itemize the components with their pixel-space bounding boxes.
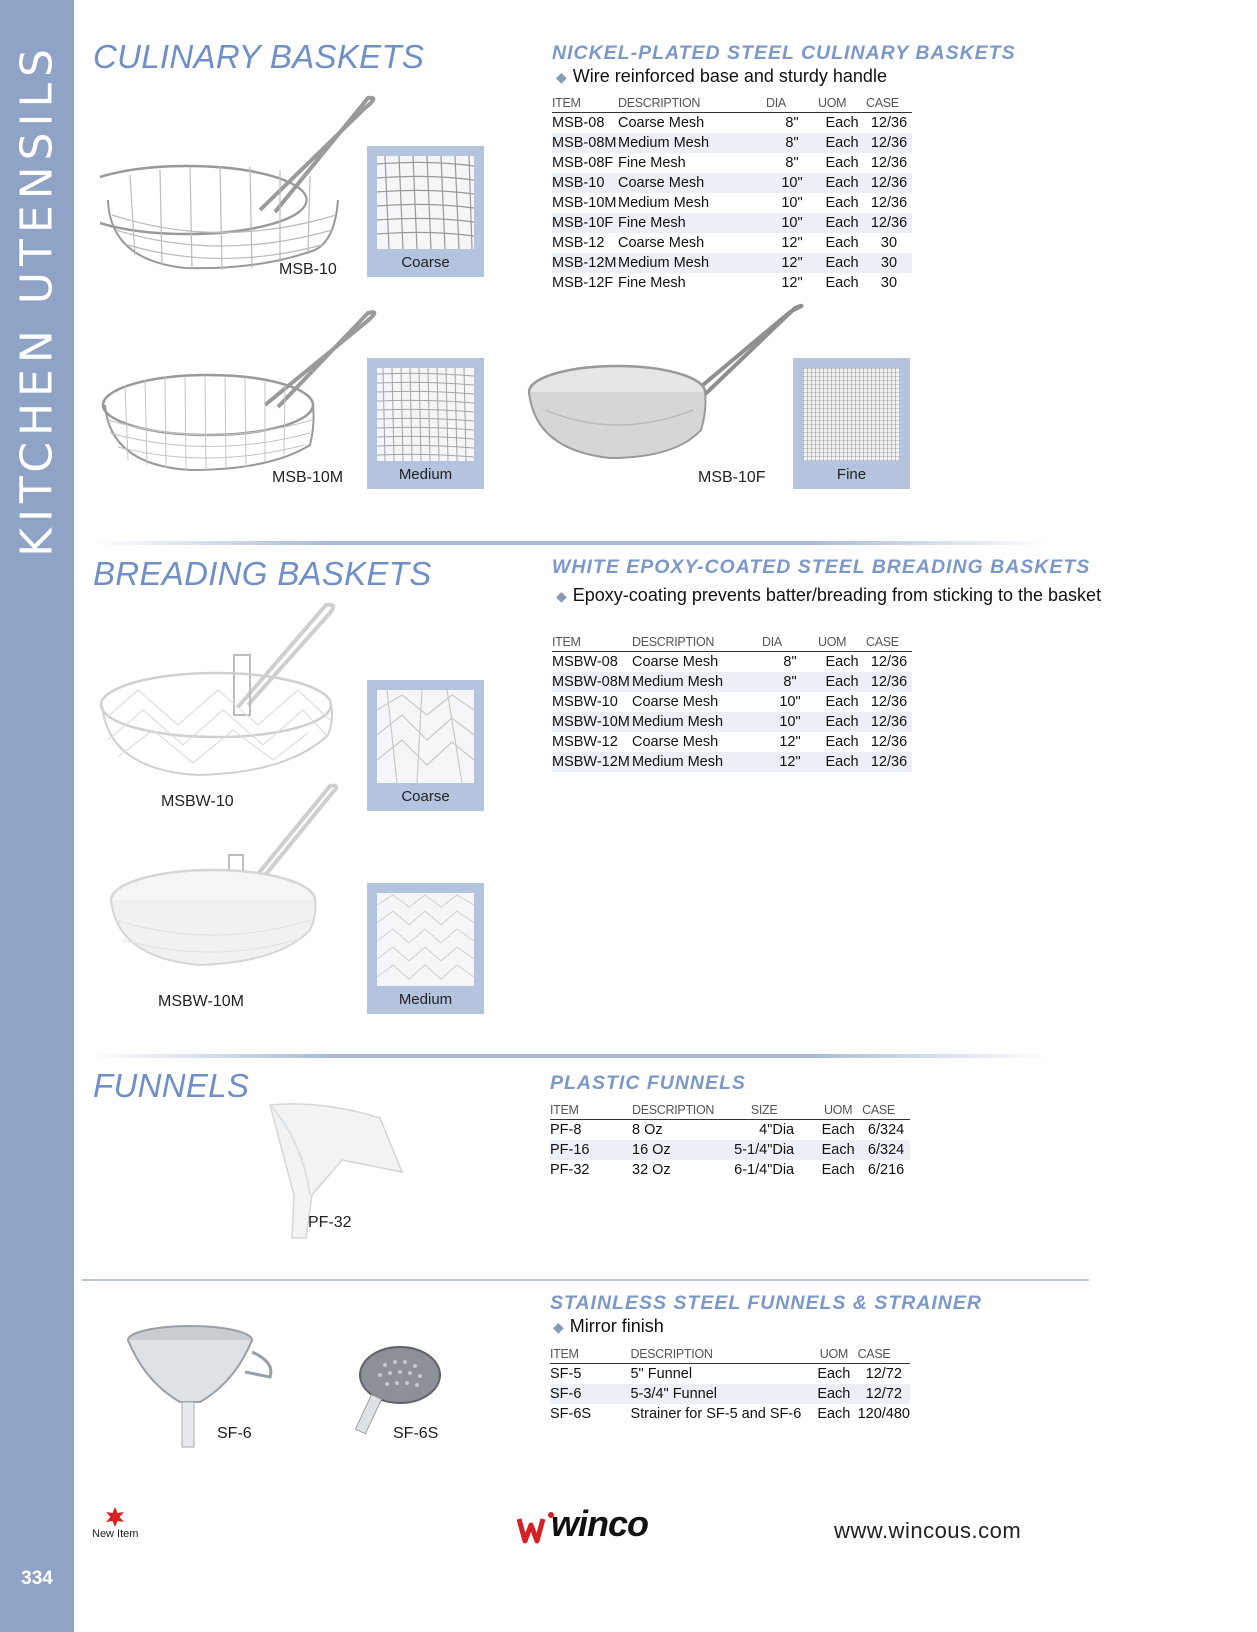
swatch-caption: Fine [836, 466, 867, 483]
table-cell: 6/324 [867, 1122, 905, 1138]
table-row [552, 253, 912, 273]
table-cell: 8 Oz [632, 1122, 663, 1138]
table-cell: MSB-10 [552, 173, 618, 193]
sidebar-title: KITCHEN UTENSILS [11, 43, 63, 557]
table-cell: Medium Mesh [632, 712, 762, 732]
table-cell: 12/36 [870, 654, 908, 670]
table-cell: 8" [785, 155, 799, 171]
table-cell: Fine Mesh [618, 155, 686, 171]
table-cell: Coarse Mesh [632, 694, 719, 710]
table-cell: 30 [880, 235, 898, 251]
table-cell: SF-5 [550, 1366, 582, 1382]
basket-msb-10-image [100, 90, 390, 290]
table-cell: 12/36 [866, 752, 912, 772]
breading-bullet: ◆ Epoxy-coating prevents batter/breading from sticking to the basket [556, 585, 1102, 605]
table-cell: 10" [779, 694, 801, 710]
stainless-table [550, 1347, 910, 1424]
table-cell: Each [814, 1140, 862, 1160]
swatch-caption: Coarse [401, 254, 450, 271]
table-cell: 12/36 [866, 133, 912, 153]
table-cell: Each [817, 1366, 851, 1382]
table-cell: Fine Mesh [618, 213, 766, 233]
table-cell: Each [825, 115, 859, 131]
col-header: DESCRIPTION [632, 635, 762, 652]
table-cell: 6/216 [867, 1162, 905, 1178]
col-header: SIZE [714, 1103, 814, 1120]
plastic-funnels-subtitle: PLASTIC FUNNELS [550, 1072, 746, 1094]
table-cell: 10" [766, 173, 818, 193]
table-cell: 12" [766, 253, 818, 273]
mesh-swatch-medium [367, 358, 484, 489]
table-cell: 8" [766, 133, 818, 153]
table-cell: 12/36 [866, 173, 912, 193]
product-label: PF-32 [308, 1214, 352, 1231]
table-cell: 12/72 [865, 1366, 902, 1382]
table-cell: 12/36 [866, 672, 912, 692]
col-header: UOM [818, 635, 866, 652]
table-cell: Each [818, 173, 866, 193]
table-cell: 12" [779, 734, 801, 750]
product-label: SF-6S [393, 1425, 439, 1442]
table-cell: 30 [880, 275, 898, 291]
table-cell: 32 Oz [632, 1162, 671, 1178]
table-cell: 12/36 [870, 694, 908, 710]
table-cell: Medium Mesh [632, 752, 762, 772]
table-cell: Each [818, 133, 866, 153]
table-row [550, 1160, 910, 1180]
table-cell: 5-1/4"Dia [714, 1140, 814, 1160]
table-cell: 12" [781, 275, 803, 291]
table-cell: Medium Mesh [618, 133, 766, 153]
col-header: ITEM [550, 1103, 632, 1120]
product-label: MSBW-10 [161, 793, 234, 810]
table-cell: PF-16 [550, 1140, 632, 1160]
table-cell: Each [825, 235, 859, 251]
table-cell: Each [825, 275, 859, 291]
table-cell: MSBW-12M [552, 752, 632, 772]
table-cell: MSBW-10M [552, 712, 632, 732]
mesh-swatch-medium [367, 883, 484, 1014]
swatch-caption: Medium [398, 991, 453, 1008]
col-header: DIA [762, 635, 818, 652]
product-label: SF-6 [217, 1425, 252, 1442]
table-row [552, 213, 912, 233]
table-cell: Coarse Mesh [618, 235, 705, 251]
breading-subtitle: WHITE EPOXY-COATED STEEL BREADING BASKETS [552, 556, 1091, 578]
basket-msbw-10-image [98, 595, 358, 795]
table-row [550, 1404, 910, 1424]
steel-strainer-sf-6s-image [345, 1340, 445, 1435]
table-cell: 12/36 [870, 734, 908, 750]
table-cell: 12/36 [866, 213, 912, 233]
table-cell: Each [821, 1122, 855, 1138]
table-cell: Each [825, 155, 859, 171]
swatch-caption: Coarse [401, 788, 450, 805]
product-label: MSB-10M [272, 469, 344, 486]
table-cell: MSBW-12 [552, 734, 618, 750]
table-cell: 12/72 [858, 1384, 910, 1404]
culinary-table [552, 96, 912, 293]
col-header: UOM [810, 1347, 857, 1364]
new-item-legend: New Item [92, 1528, 139, 1540]
table-row [552, 712, 912, 732]
stainless-subtitle: STAINLESS STEEL FUNNELS & STRAINER [550, 1292, 982, 1314]
table-cell: MSB-08M [552, 135, 617, 151]
table-cell: Each [825, 734, 859, 750]
table-cell: Each [817, 1406, 851, 1422]
table-row [552, 652, 912, 673]
col-header: DESCRIPTION [630, 1347, 810, 1364]
table-cell: MSB-08F [552, 155, 614, 171]
section-divider [82, 1279, 1089, 1281]
table-row [552, 273, 912, 293]
culinary-bullet: ◆ Wire reinforced base and sturdy handle [556, 66, 887, 86]
table-cell: 5-3/4" Funnel [630, 1384, 810, 1404]
col-header: CASE [866, 96, 912, 113]
table-cell: 10" [781, 195, 803, 211]
table-row [550, 1384, 910, 1404]
table-row [552, 672, 912, 692]
table-cell: 12/36 [866, 712, 912, 732]
table-cell: 10" [766, 213, 818, 233]
table-cell: MSBW-08 [552, 654, 618, 670]
diamond-bullet-icon: ◆ [556, 69, 567, 85]
culinary-subtitle: NICKEL-PLATED STEEL CULINARY BASKETS [552, 42, 1016, 64]
table-row [552, 153, 912, 173]
table-cell: 6-1/4"Dia [734, 1162, 795, 1178]
table-row [550, 1140, 910, 1160]
table-cell: MSB-12M [552, 255, 617, 271]
table-cell: Coarse Mesh [618, 173, 766, 193]
table-cell: 12/36 [870, 155, 908, 171]
table-cell: MSB-12F [552, 275, 614, 291]
basket-msb-10m-image [100, 305, 390, 485]
plastic-funnels-table [550, 1103, 910, 1180]
table-cell: Each [818, 672, 866, 692]
table-row [552, 752, 912, 772]
table-cell: Fine Mesh [618, 275, 686, 291]
table-cell: MSB-08 [552, 115, 605, 131]
col-header: ITEM [552, 96, 618, 113]
table-row [552, 113, 912, 134]
table-cell: SF-6S [550, 1406, 592, 1422]
winco-logo-text: winco [551, 1503, 649, 1544]
table-cell: 12/36 [870, 115, 908, 131]
col-header: UOM [814, 1103, 862, 1120]
table-cell: MSBW-10 [552, 694, 618, 710]
table-cell: PF-32 [550, 1162, 590, 1178]
table-cell: MSB-10F [552, 213, 618, 233]
diamond-bullet-icon: ◆ [553, 1319, 564, 1335]
diamond-bullet-icon: ◆ [556, 588, 567, 604]
table-cell: 12" [781, 235, 803, 251]
section-divider [90, 1054, 1050, 1058]
breading-title: BREADING BASKETS [93, 555, 432, 592]
page-number: 334 [21, 1568, 53, 1589]
table-cell: 16 Oz [632, 1140, 714, 1160]
breading-table [552, 635, 912, 772]
table-cell: Strainer for SF-5 and SF-6 [630, 1406, 802, 1422]
website-url: www.wincous.com [834, 1518, 1022, 1543]
product-label: MSB-10F [698, 469, 766, 486]
table-cell: 120/480 [857, 1406, 910, 1422]
table-cell: SF-6 [550, 1384, 630, 1404]
table-cell: Each [810, 1384, 857, 1404]
product-label: MSB-10 [279, 261, 337, 278]
col-header: DESCRIPTION [632, 1103, 714, 1120]
table-cell: 12/36 [870, 195, 908, 211]
table-row [550, 1120, 910, 1141]
col-header: CASE [866, 635, 912, 652]
col-header: ITEM [550, 1347, 630, 1364]
table-cell: Each [825, 694, 859, 710]
table-row [552, 133, 912, 153]
mesh-swatch-coarse [367, 146, 484, 277]
col-header: CASE [858, 1347, 910, 1364]
table-cell: 5" Funnel [630, 1366, 693, 1382]
funnels-title: FUNNELS [93, 1067, 250, 1104]
table-cell: 30 [866, 253, 912, 273]
table-cell: 4"Dia [759, 1122, 795, 1138]
table-cell: 8" [783, 654, 797, 670]
stainless-bullet: ◆ Mirror finish [553, 1316, 664, 1336]
table-cell: Each [818, 712, 866, 732]
table-cell: 10" [762, 712, 818, 732]
table-cell: Coarse Mesh [632, 654, 719, 670]
swatch-caption: Medium [398, 466, 453, 483]
table-cell: Each [818, 253, 866, 273]
table-cell: Each [825, 654, 859, 670]
table-cell: Coarse Mesh [618, 115, 705, 131]
culinary-title: CULINARY BASKETS [93, 38, 425, 75]
steel-funnel-sf-6-image [125, 1322, 280, 1452]
table-row [550, 1364, 910, 1385]
table-cell: Each [818, 752, 866, 772]
col-header: UOM [818, 96, 866, 113]
table-row [552, 692, 912, 712]
col-header: DIA [766, 96, 818, 113]
mesh-swatch-coarse [367, 680, 484, 811]
table-cell: 8" [785, 115, 799, 131]
table-cell: PF-8 [550, 1122, 582, 1138]
table-cell: Medium Mesh [632, 672, 762, 692]
table-row [552, 233, 912, 253]
table-cell: MSBW-08M [552, 672, 632, 692]
table-cell: Each [821, 1162, 855, 1178]
basket-msbw-10m-image [105, 780, 355, 990]
table-row [552, 732, 912, 752]
table-cell: 8" [762, 672, 818, 692]
table-cell: Medium Mesh [618, 253, 766, 273]
col-header: ITEM [552, 635, 632, 652]
col-header: CASE [862, 1103, 910, 1120]
section-divider [90, 541, 1050, 545]
table-cell: Coarse Mesh [632, 734, 719, 750]
table-cell: Each [818, 213, 866, 233]
table-cell: 6/324 [862, 1140, 910, 1160]
mesh-swatch-fine [793, 358, 910, 489]
basket-msb-10f-image [525, 300, 815, 485]
table-cell: 12" [762, 752, 818, 772]
product-label: MSBW-10M [158, 993, 244, 1010]
table-cell: MSB-10M [552, 195, 617, 211]
table-cell: MSB-12 [552, 235, 605, 251]
new-item-star-icon [105, 1507, 125, 1527]
table-row [552, 173, 912, 193]
table-cell: Medium Mesh [618, 195, 710, 211]
table-row [552, 193, 912, 213]
table-cell: Each [825, 195, 859, 211]
col-header: DESCRIPTION [618, 96, 766, 113]
